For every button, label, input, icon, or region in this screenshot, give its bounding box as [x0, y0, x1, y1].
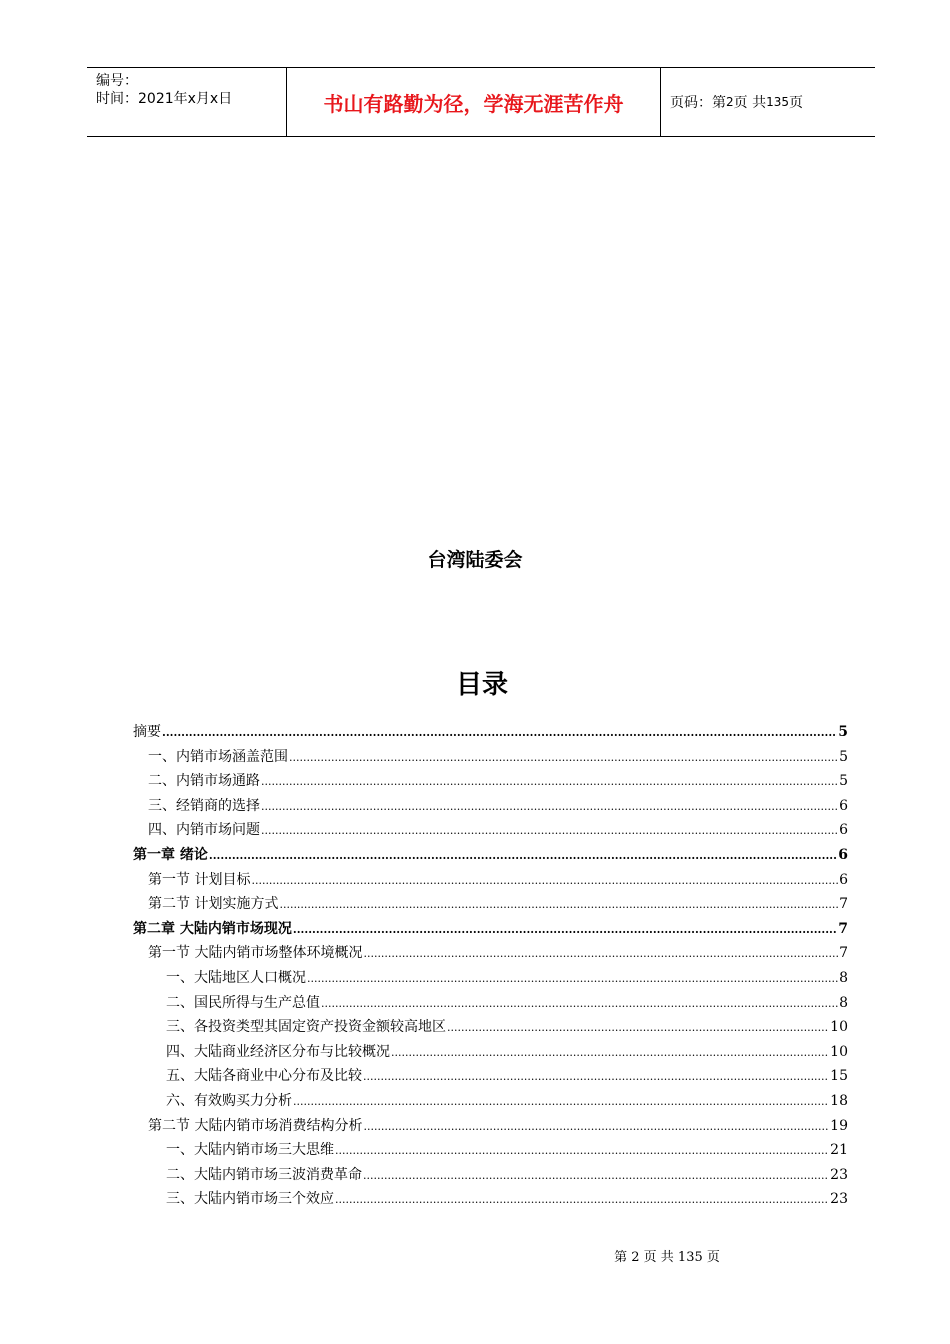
toc-entry[interactable]: [133, 794, 848, 819]
toc-entry-title: 二、国民所得与生产总值: [166, 994, 320, 1011]
toc-leader-dots: [391, 1041, 829, 1066]
toc-leader-dots: [363, 942, 838, 967]
toc-entry-page: 5: [839, 748, 848, 765]
toc-entry-title: 六、有效购买力分析: [166, 1092, 292, 1109]
toc-entry-title: 摘要: [133, 724, 161, 740]
header-page-suffix: 页: [789, 95, 803, 111]
toc-leader-dots: [363, 1065, 829, 1090]
toc-entry-page: 6: [839, 797, 848, 814]
header-page-info: [661, 68, 875, 136]
toc-entry[interactable]: [133, 1163, 848, 1188]
toc-entry-page: 23: [830, 1166, 848, 1183]
organization-name: 台湾陆委会: [427, 549, 523, 571]
toc-entry-page: 7: [839, 945, 848, 962]
toc-leader-dots: [447, 1016, 829, 1041]
toc-entry[interactable]: [133, 1040, 848, 1065]
toc-entry[interactable]: [133, 769, 848, 794]
toc-entry-page: 6: [839, 822, 848, 839]
header-page-total: 135: [766, 95, 789, 109]
toc-entry-title: 四、内销市场问题: [148, 822, 260, 839]
toc-entry[interactable]: [133, 1138, 848, 1163]
toc-entry[interactable]: [133, 941, 848, 966]
toc-entry-title: 三、经销商的选择: [148, 797, 260, 814]
toc-entry-page: 5: [838, 724, 848, 740]
header-motto: 书山有路勤为径，学海无涯苦作舟: [287, 68, 661, 136]
toc-leader-dots: [289, 746, 838, 771]
page-header: [87, 67, 875, 137]
toc-entry-page: 8: [839, 969, 848, 986]
toc-entry-title: 四、大陆商业经济区分布与比较概况: [166, 1043, 390, 1060]
toc-leader-dots: [162, 721, 837, 746]
header-page-prefix: 页码：第: [670, 95, 726, 111]
toc-entry[interactable]: [133, 917, 848, 942]
toc-entry-title: 第一节 计划目标: [148, 871, 251, 888]
toc-entry-title: 二、内销市场通路: [148, 773, 260, 790]
toc-entry-page: 7: [839, 896, 848, 913]
toc-entry-page: 15: [830, 1068, 848, 1085]
toc-entry-page: 7: [838, 920, 848, 937]
toc-entry[interactable]: [133, 1064, 848, 1089]
toc-entry-title: 一、大陆地区人口概况: [166, 969, 306, 986]
toc-leader-dots: [261, 770, 838, 795]
toc-leader-dots: [209, 844, 837, 869]
toc-entry-page: 10: [830, 1019, 848, 1036]
table-of-contents: [133, 720, 848, 1212]
toc-leader-dots: [363, 1115, 829, 1140]
toc-entry[interactable]: [133, 720, 848, 745]
toc-entry[interactable]: [133, 818, 848, 843]
toc-entry-page: 8: [839, 994, 848, 1011]
header-number-label: 编号：: [96, 73, 138, 89]
toc-entry[interactable]: [133, 991, 848, 1016]
toc-entry-page: 21: [830, 1142, 848, 1159]
toc-entry[interactable]: [133, 892, 848, 917]
toc-entry-title: 第二节 大陆内销市场消费结构分析: [148, 1117, 363, 1134]
toc-leader-dots: [261, 819, 838, 844]
toc-leader-dots: [279, 893, 838, 918]
toc-entry-page: 19: [830, 1117, 848, 1134]
toc-title: 目录: [455, 670, 508, 700]
toc-entry-title: 第一章 绪论: [133, 846, 208, 863]
toc-entry-title: 五、大陆各商业中心分布及比较: [166, 1068, 362, 1085]
page-footer: 第 2 页 共 135 页: [614, 1250, 720, 1265]
toc-entry[interactable]: [133, 1015, 848, 1040]
toc-entry[interactable]: [133, 966, 848, 991]
toc-leader-dots: [363, 1164, 829, 1189]
toc-entry-title: 三、大陆内销市场三个效应: [166, 1191, 334, 1208]
toc-entry-title: 一、内销市场涵盖范围: [148, 748, 288, 765]
toc-leader-dots: [335, 1188, 829, 1213]
toc-entry-title: 二、大陆内销市场三波消费革命: [166, 1166, 362, 1183]
toc-leader-dots: [251, 869, 838, 894]
toc-leader-dots: [307, 967, 838, 992]
toc-leader-dots: [321, 992, 838, 1017]
toc-entry-page: 23: [830, 1191, 848, 1208]
toc-entry[interactable]: [133, 1114, 848, 1139]
toc-entry-page: 10: [830, 1043, 848, 1060]
toc-entry[interactable]: [133, 1089, 848, 1114]
header-page-current: 2: [726, 95, 734, 109]
header-meta: [87, 68, 287, 136]
toc-leader-dots: [335, 1139, 829, 1164]
toc-entry-title: 三、各投资类型其固定资产投资金额较高地区: [166, 1019, 446, 1036]
toc-entry-page: 6: [839, 871, 848, 888]
toc-entry-page: 5: [839, 773, 848, 790]
toc-entry[interactable]: [133, 843, 848, 868]
toc-entry-title: 第一节 大陆内销市场整体环境概况: [148, 945, 363, 962]
toc-entry[interactable]: [133, 1187, 848, 1212]
toc-entry-title: 第二章 大陆内销市场现况: [133, 920, 292, 937]
toc-entry[interactable]: [133, 745, 848, 770]
toc-entry-page: 18: [830, 1092, 848, 1109]
toc-entry[interactable]: [133, 868, 848, 893]
toc-entry-title: 第二节 计划实施方式: [148, 896, 279, 913]
toc-leader-dots: [293, 1090, 829, 1115]
header-time-label: 时间：2021年x月x日: [96, 91, 233, 107]
header-page-mid: 页 共: [733, 95, 767, 111]
toc-leader-dots: [261, 795, 838, 820]
toc-entry-title: 一、大陆内销市场三大思维: [166, 1142, 334, 1159]
toc-entry-page: 6: [838, 846, 848, 863]
toc-leader-dots: [293, 918, 837, 943]
